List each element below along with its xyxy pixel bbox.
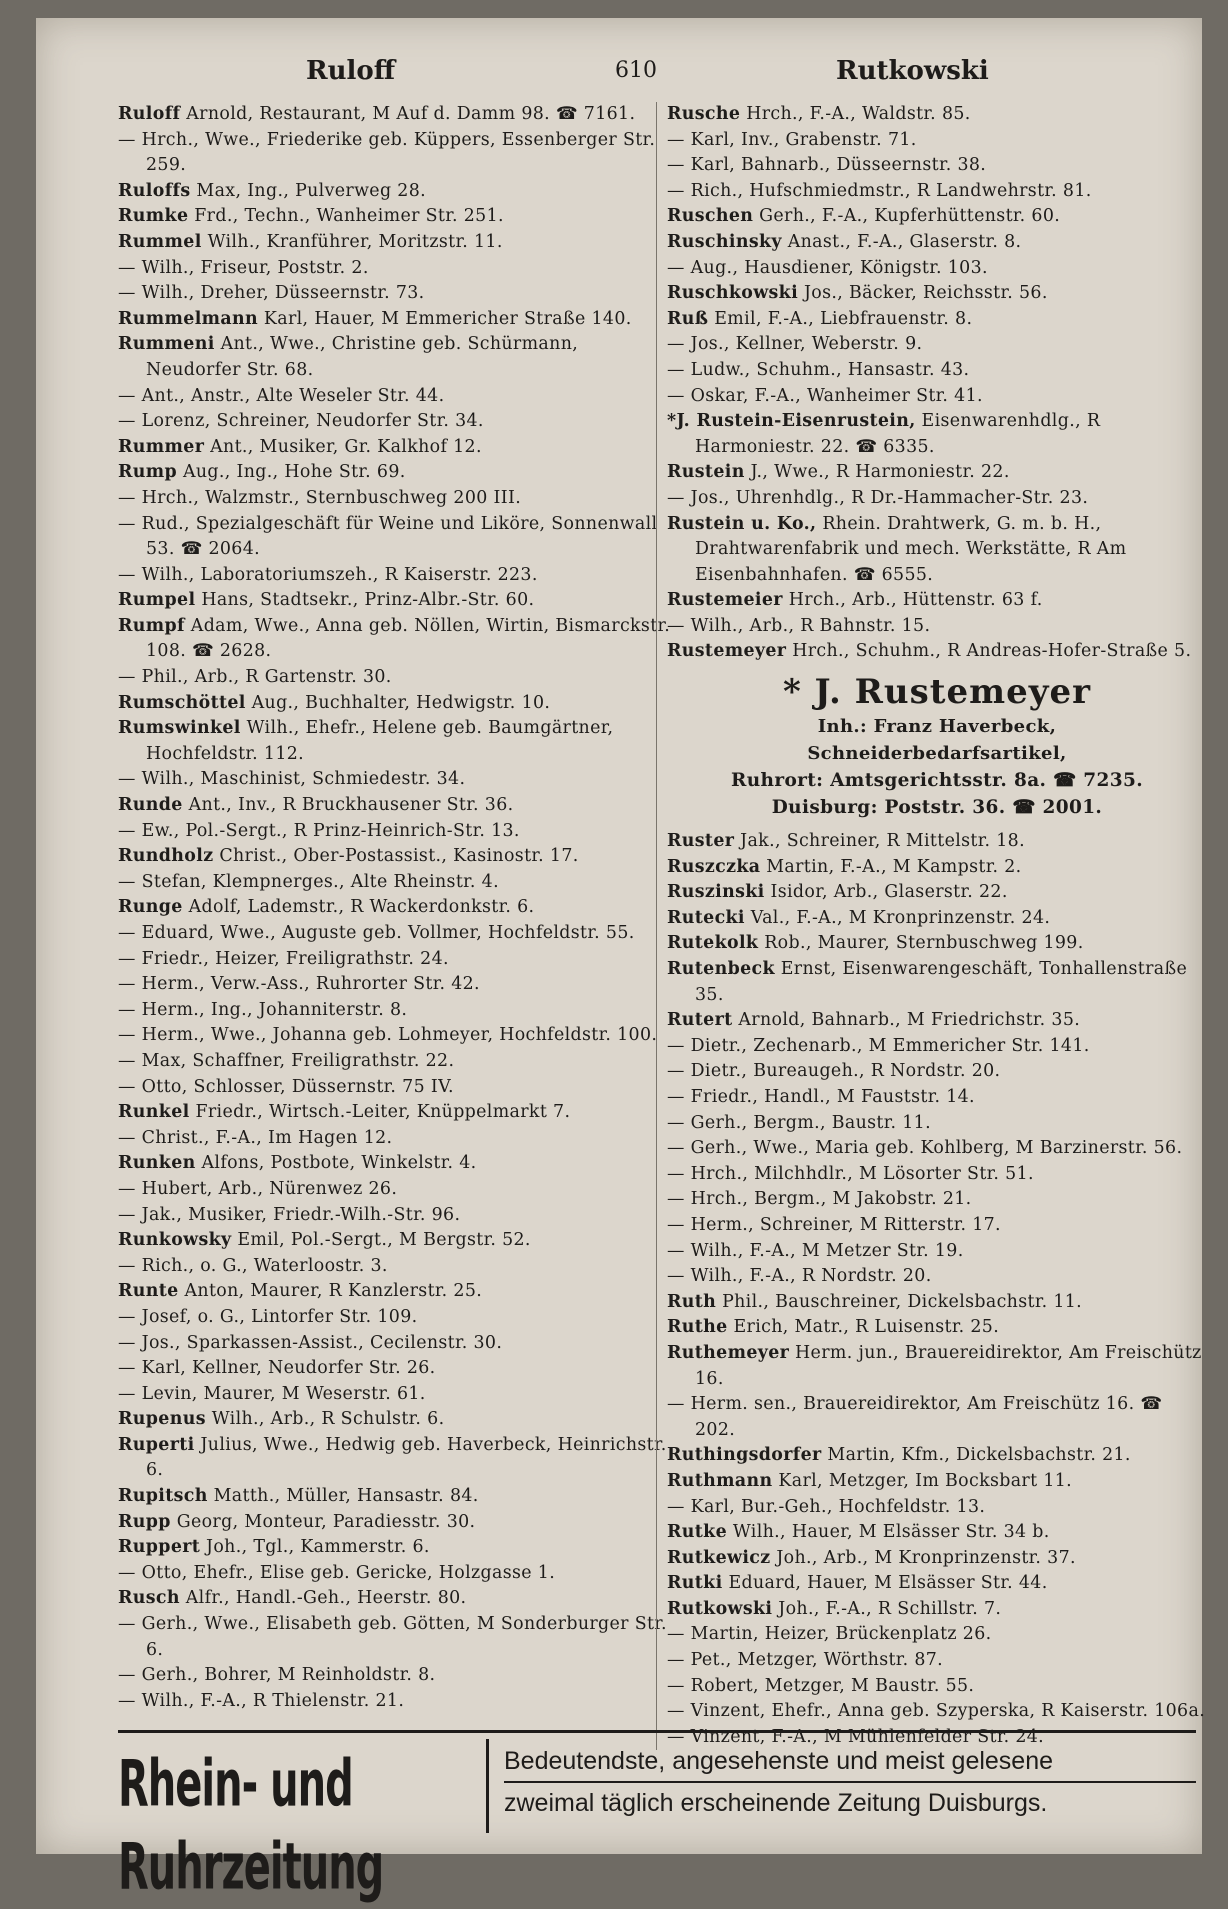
entry-details: — Gerh., Wwe., Maria geb. Kohlberg, M Barzinerstr. 56. <box>667 1138 1183 1159</box>
directory-entry <box>118 665 674 691</box>
entry-details: — Jos., Uhrenhdlg., R Dr.-Hammacher-Str. 23. <box>667 487 1089 508</box>
entry-details: Alfons, Postbote, Winkelstr. 4. <box>201 1153 477 1174</box>
directory-entry <box>118 1382 674 1408</box>
entry-surname: Rutert <box>667 1010 733 1031</box>
entry-details: Karl, Hauer, M Emmericher Straße 140. <box>263 308 632 329</box>
entry-details: — Christ., F.-A., Im Hagen 12. <box>118 1127 393 1148</box>
advert-owner: Inh.: Franz Haverbeck, <box>817 716 1057 738</box>
entry-details: — Lorenz, Schreiner, Neudorfer Str. 34. <box>118 411 484 432</box>
entry-details: Matth., Müller, Hansastr. 84. <box>213 1486 479 1507</box>
directory-entry <box>118 1535 674 1561</box>
directory-entry <box>118 563 674 589</box>
directory-entry <box>667 906 1207 932</box>
entry-surname: Rumke <box>118 206 189 227</box>
entry-details: — Hrch., Bergm., M Jakobstr. 21. <box>667 1189 972 1210</box>
directory-entry <box>118 819 674 845</box>
directory-entry <box>667 1085 1207 1111</box>
entry-details: Eisenwarenhdlg., R Harmoniestr. 22. ☎ 6335. <box>695 411 1101 457</box>
directory-entry <box>118 1075 674 1101</box>
entry-details: Eduard, Hauer, M Elsässer Str. 44. <box>728 1573 1048 1594</box>
entry-details: Arnold, Bahnarb., M Friedrichstr. 35. <box>738 1010 1081 1031</box>
entry-surname: Runte <box>118 1281 179 1302</box>
entry-surname: Ruloffs <box>118 180 191 201</box>
entry-details: Isidor, Arb., Glaserstr. 22. <box>770 882 1008 903</box>
directory-entry <box>667 384 1207 410</box>
entry-details: — Wilh., Arb., R Bahnstr. 15. <box>667 615 931 636</box>
directory-entry <box>118 332 674 383</box>
entry-details: — Herm. sen., Brauereidirektor, Am Freischütz 16. ☎ 202. <box>667 1394 1163 1440</box>
advert-line-duisburg: Duisburg: Poststr. 36. ☎ 2001. <box>771 797 1103 819</box>
directory-entry <box>118 1484 674 1510</box>
directory-entry <box>667 1213 1207 1239</box>
entry-details: Hans, Stadtsekr., Prinz-Albr.-Str. 60. <box>201 590 535 611</box>
entry-surname: Rummel <box>118 231 202 252</box>
entry-details: Anast., F.-A., Glaserstr. 8. <box>787 231 1022 252</box>
entry-surname: Rustein <box>667 462 745 483</box>
directory-entry <box>118 1433 674 1484</box>
directory-entry <box>118 1279 674 1305</box>
entry-details: — Eduard, Wwe., Auguste geb. Vollmer, Hochfeldstr. 55. <box>118 923 635 943</box>
directory-entry <box>667 256 1207 282</box>
entry-details: Martin, Kfm., Dickelsbachstr. 21. <box>827 1445 1131 1466</box>
entry-details: — Hrch., Wwe., Friederike geb. Küppers, Essenberger Str. 259. <box>118 129 656 176</box>
directory-entry <box>118 1254 674 1280</box>
entry-details: — Phil., Arb., R Gartenstr. 30. <box>118 667 392 688</box>
entry-details: — Rud., Spezialgeschäft für Weine und Liköre, Sonnenwall 53. ☎ 2064. <box>118 513 658 560</box>
entry-details: — Levin, Maurer, M Weserstr. 61. <box>118 1383 426 1404</box>
entry-details: Max, Ing., Pulverweg 28. <box>196 180 427 201</box>
directory-entry <box>667 1622 1207 1648</box>
directory-entry <box>667 102 1207 128</box>
banner-rule <box>504 1781 1196 1783</box>
directory-entry <box>118 1407 674 1433</box>
entry-details: — Rich., Hufschmiedmstr., R Landwehrstr. 81. <box>667 180 1092 201</box>
header-right-keyword: Rutkowski <box>836 56 989 86</box>
entry-surname: Runkel <box>118 1102 190 1123</box>
directory-entry <box>118 486 674 512</box>
directory-entry <box>118 691 674 717</box>
directory-entry <box>118 1177 674 1203</box>
directory-entry <box>118 1305 674 1331</box>
entry-surname: Rutki <box>667 1573 723 1594</box>
entry-details: Phil., Bauschreiner, Dickelsbachstr. 11. <box>722 1291 1083 1312</box>
banner-line-2: zweimal täglich erscheinende Zeitung Duisburgs. <box>504 1789 1048 1817</box>
directory-entry <box>667 1187 1207 1213</box>
entry-surname: Ruth <box>667 1291 717 1312</box>
directory-entry <box>667 1597 1207 1623</box>
right-column <box>656 102 1207 1750</box>
entry-details: Aug., Ing., Hohe Str. 69. <box>182 462 406 483</box>
newspaper-banner <box>118 1730 1196 1905</box>
directory-entry <box>118 844 674 870</box>
directory-entry <box>118 614 674 665</box>
directory-entry <box>667 614 1207 640</box>
directory-entry <box>118 384 674 410</box>
directory-entry <box>667 1059 1207 1085</box>
directory-entry <box>118 1049 674 1075</box>
entry-details: Adolf, Lademstr., R Wackerdonkstr. 6. <box>188 897 535 918</box>
directory-entry <box>118 128 674 179</box>
entry-surname: Rumpf <box>118 615 185 636</box>
directory-entry <box>667 153 1207 179</box>
entry-details: — Max, Schaffner, Freiligrathstr. 22. <box>118 1050 455 1071</box>
directory-entry <box>118 435 674 461</box>
entry-details: — Robert, Metzger, M Baustr. 55. <box>667 1675 975 1696</box>
directory-entry <box>118 1561 674 1587</box>
entry-details: — Josef, o. G., Lintorfer Str. 109. <box>118 1306 418 1327</box>
directory-entry <box>118 409 674 435</box>
directory-entry <box>667 1648 1207 1674</box>
directory-entry <box>667 1034 1207 1060</box>
entry-surname: Ruppert <box>118 1537 201 1558</box>
entry-surname: Ruthemeyer <box>667 1342 790 1363</box>
directory-entry <box>118 972 674 998</box>
entry-details: Karl, Metzger, Im Bocksbart 11. <box>778 1470 1073 1491</box>
entry-details: Val., F.-A., M Kronprinzenstr. 24. <box>750 907 1051 928</box>
page-number: 610 <box>615 58 657 83</box>
advert-name: * J. Rustemeyer <box>782 672 1092 713</box>
entry-details: Jak., Schreiner, R Mittelstr. 18. <box>740 831 1025 852</box>
entry-surname: Rutenbeck <box>667 959 775 980</box>
entry-details: Georg, Monteur, Paradiesstr. 30. <box>176 1511 476 1532</box>
entry-details: — Otto, Schlosser, Düssernstr. 75 IV. <box>118 1076 454 1097</box>
entry-details: Hrch., Arb., Hüttenstr. 63 f. <box>788 590 1043 611</box>
entry-details: — Wilh., Laboratoriumszeh., R Kaiserstr. 223. <box>118 564 538 585</box>
directory-entry <box>118 512 674 563</box>
entry-details: Jos., Bäcker, Reichsstr. 56. <box>803 283 1048 304</box>
entry-details: Julius, Wwe., Hedwig geb. Haverbeck, Heinrichstr. 6. <box>146 1434 667 1481</box>
directory-entry <box>667 1290 1207 1316</box>
directory-entry <box>118 1100 674 1126</box>
directory-entry <box>667 1674 1207 1700</box>
entry-details: — Karl, Bur.-Geh., Hochfeldstr. 13. <box>667 1496 986 1517</box>
directory-entry <box>667 1546 1207 1572</box>
entry-surname: Rusch <box>118 1588 180 1609</box>
entry-surname: Rundholz <box>118 846 214 867</box>
directory-entry <box>118 1689 674 1715</box>
directory-entry <box>667 332 1207 358</box>
directory-entry <box>667 957 1207 1008</box>
directory-entry <box>667 179 1207 205</box>
entry-surname: Rumpel <box>118 590 196 611</box>
directory-entry <box>118 1612 674 1663</box>
entry-details: Joh., Tgl., Kammerstr. 6. <box>206 1537 430 1558</box>
entry-details: — Herm., Schreiner, M Ritterstr. 17. <box>667 1214 1001 1235</box>
directory-entry <box>667 1571 1207 1597</box>
entry-surname: Ruschkowski <box>667 283 799 304</box>
entry-details: Wilh., Arb., R Schulstr. 6. <box>211 1409 445 1430</box>
entry-details: Aug., Buchhalter, Hedwigstr. 10. <box>251 692 551 713</box>
entry-details: Wilh., Hauer, M Elsässer Str. 34 b. <box>732 1522 1050 1543</box>
directory-entry <box>118 1126 674 1152</box>
directory-entry <box>667 204 1207 230</box>
directory-entry <box>667 1495 1207 1521</box>
entry-details: — Oskar, F.-A., Wanheimer Str. 41. <box>667 385 983 406</box>
entry-details: Erich, Matr., R Luisenstr. 25. <box>733 1317 1000 1338</box>
entry-surname: Rustemeier <box>667 590 783 611</box>
entry-details: Gerh., F.-A., Kupferhüttenstr. 60. <box>759 206 1061 227</box>
directory-entry <box>118 870 674 896</box>
entry-surname: Rutekolk <box>667 933 759 954</box>
entry-details: Christ., Ober-Postassist., Kasinostr. 17. <box>219 846 579 867</box>
entry-details: Arnold, Restaurant, M Auf d. Damm 98. ☎ 7161. <box>186 104 636 124</box>
entry-surname: Ruthingsdorfer <box>667 1445 822 1466</box>
entry-details: Hrch., F.-A., Waldstr. 85. <box>746 104 971 124</box>
directory-entry <box>118 256 674 282</box>
entry-details: — Martin, Heizer, Brückenplatz 26. <box>667 1624 992 1645</box>
entry-details: — Gerh., Wwe., Elisabeth geb. Götten, M Sonderburger Str. 6. <box>118 1614 667 1660</box>
banner-line-1: Bedeutendste, angesehenste und meist gelesene <box>504 1747 1054 1775</box>
entry-details: — Ew., Pol.-Sergt., R Prinz-Heinrich-Str. 13. <box>118 820 520 841</box>
directory-entry <box>118 947 674 973</box>
entry-details: — Stefan, Klempnerges., Alte Rheinstr. 4. <box>118 871 499 892</box>
entry-surname: Rupitsch <box>118 1486 208 1507</box>
entry-surname: Rustein u. Ko., <box>667 513 817 534</box>
directory-entry <box>118 1151 674 1177</box>
banner-newspaper-name: Rhein- und Ruhrzeitung <box>118 1747 384 1905</box>
entry-details: Emil, F.-A., Liebfrauenstr. 8. <box>714 308 973 329</box>
entry-details: Anton, Maurer, R Kanzlerstr. 25. <box>184 1281 483 1302</box>
right-column-top <box>667 102 1207 665</box>
entry-details: — Otto, Ehefr., Elise geb. Gericke, Holzgasse 1. <box>118 1562 556 1583</box>
entry-details: Martin, F.-A., M Kampstr. 2. <box>766 856 1022 877</box>
directory-entry <box>118 1586 674 1612</box>
entry-details: — Rich., o. G., Waterloostr. 3. <box>118 1255 388 1276</box>
directory-entry <box>667 1443 1207 1469</box>
entry-details: — Dietr., Bureaugeh., R Nordstr. 20. <box>667 1061 1001 1082</box>
directory-entry <box>118 588 674 614</box>
advert-trade: Schneiderbedarfsartikel, <box>807 743 1067 765</box>
entry-surname: Rummelmann <box>118 308 259 329</box>
directory-entry <box>118 230 674 256</box>
entry-details: — Wilh., F.-A., R Nordstr. 20. <box>667 1266 932 1287</box>
directory-entry <box>118 921 674 947</box>
entry-surname: *J. Rustein-Eisenrustein, <box>667 411 916 432</box>
entry-details: Rhein. Drahtwerk, G. m. b. H., Drahtwarenfabrik und mech. Werkstätte, R Am Eisenbahnhafen. ☎ 6555. <box>695 513 1127 585</box>
entry-details: Ant., Wwe., Christine geb. Schürmann, Neudorfer Str. 68. <box>146 334 579 380</box>
entry-surname: Runken <box>118 1153 196 1174</box>
directory-entry <box>667 1315 1207 1341</box>
entry-surname: Runkowsky <box>118 1230 232 1251</box>
entry-details: — Dietr., Zechenarb., M Emmericher Str. 141. <box>667 1035 1090 1056</box>
header-left-keyword: Ruloff <box>306 56 396 86</box>
directory-entry <box>118 716 674 767</box>
entry-details: — Friedr., Heizer, Freiligrathstr. 24. <box>118 948 449 969</box>
directory-entry <box>118 204 674 230</box>
entry-details: — Friedr., Handl., M Fauststr. 14. <box>667 1087 975 1107</box>
directory-entry <box>667 460 1207 486</box>
entry-details: Ant., Inv., R Bruckhausener Str. 36. <box>188 795 514 816</box>
directory-entry <box>667 1392 1207 1443</box>
entry-surname: Ruszinski <box>667 882 765 903</box>
entry-details: Wilh., Ehefr., Helene geb. Baumgärtner, Hochfeldstr. 112. <box>146 718 614 764</box>
entry-details: Adam, Wwe., Anna geb. Nöllen, Wirtin, Bismarckstr. 108. ☎ 2628. <box>146 615 671 662</box>
entry-surname: Rutke <box>667 1522 727 1543</box>
entry-details: — Karl, Kellner, Neudorfer Str. 26. <box>118 1358 436 1379</box>
directory-entry <box>667 1136 1207 1162</box>
entry-surname: Ruthmann <box>667 1470 773 1491</box>
entry-details: Ant., Musiker, Gr. Kalkhof 12. <box>210 436 482 457</box>
entry-details: — Wilh., Friseur, Poststr. 2. <box>118 257 369 278</box>
directory-entry <box>667 880 1207 906</box>
entry-surname: Rutkewicz <box>667 1547 771 1568</box>
right-column-bottom <box>667 829 1207 1750</box>
advert-line-ruhrort: Ruhrort: Amtsgerichtsstr. 8a. ☎ 7235. <box>731 770 1143 792</box>
entry-details: Hrch., Schuhm., R Andreas-Hofer-Straße 5. <box>792 641 1192 662</box>
entry-details: — Wilh., F.-A., M Metzer Str. 19. <box>667 1240 964 1261</box>
entry-surname: Rutkowski <box>667 1598 773 1619</box>
entry-details: — Wilh., Maschinist, Schmiedestr. 34. <box>118 769 466 790</box>
entry-surname: Rutecki <box>667 907 745 928</box>
directory-entry <box>667 639 1207 665</box>
directory-entry <box>118 1331 674 1357</box>
directory-entry <box>118 1203 674 1229</box>
directory-entry <box>118 1510 674 1536</box>
entry-details: — Jos., Sparkassen-Assist., Cecilenstr. 30. <box>118 1332 503 1353</box>
entry-details: — Jak., Musiker, Friedr.-Wilh.-Str. 96. <box>118 1204 461 1225</box>
entry-surname: Rupenus <box>118 1409 206 1430</box>
entry-surname: Ruloff <box>118 104 181 124</box>
entry-details: Rob., Maurer, Sternbuschweg 199. <box>764 933 1084 954</box>
directory-entry <box>667 512 1207 589</box>
entry-details: — Herm., Verw.-Ass., Ruhrorter Str. 42. <box>118 974 480 995</box>
directory-entry <box>667 588 1207 614</box>
entry-details: J., Wwe., R Harmoniestr. 22. <box>750 462 1010 483</box>
directory-entry <box>667 1699 1207 1725</box>
entry-details: — Wilh., F.-A., R Thielenstr. 21. <box>118 1690 405 1711</box>
entry-surname: Ruß <box>667 308 709 329</box>
left-column <box>118 102 674 1714</box>
directory-entry <box>118 998 674 1024</box>
entry-details: — Vinzent, F.-A., M Mühlenfelder Str. 24. <box>667 1726 1045 1747</box>
directory-entry <box>667 1111 1207 1137</box>
entry-details: — Vinzent, Ehefr., Anna geb. Szyperska, R Kaiserstr. 106a. <box>667 1701 1206 1722</box>
entry-details: — Hrch., Walzmstr., Sternbuschweg 200 III. <box>118 487 522 508</box>
entry-details: Emil, Pol.-Sergt., M Bergstr. 52. <box>237 1230 531 1251</box>
entry-details: Wilh., Kranführer, Moritzstr. 11. <box>207 231 503 252</box>
directory-entry <box>667 829 1207 855</box>
entry-surname: Runde <box>118 795 183 816</box>
entry-surname: Ruperti <box>118 1434 195 1455</box>
entry-surname: Rummeni <box>118 334 215 355</box>
directory-entry <box>667 230 1207 256</box>
entry-details: — Ant., Anstr., Alte Weseler Str. 44. <box>118 385 445 406</box>
directory-entry <box>667 1162 1207 1188</box>
entry-details: — Ludw., Schuhm., Hansastr. 43. <box>667 359 970 380</box>
directory-entry <box>667 1239 1207 1265</box>
entry-details: — Hrch., Milchhdlr., M Lösorter Str. 51. <box>667 1163 1034 1184</box>
directory-entry <box>667 1341 1207 1392</box>
directory-entry <box>667 931 1207 957</box>
entry-surname: Rummer <box>118 436 205 457</box>
entry-details: — Karl, Bahnarb., Düsseernstr. 38. <box>667 155 987 176</box>
directory-entry <box>118 895 674 921</box>
entry-details: Ernst, Eisenwarengeschäft, Tonhallenstraße 35. <box>695 959 1188 1005</box>
entry-details: Alfr., Handl.-Geh., Heerstr. 80. <box>185 1588 467 1609</box>
directory-page <box>36 18 1206 1905</box>
entry-details: — Karl, Inv., Grabenstr. 71. <box>667 129 917 150</box>
entry-surname: Rustemeyer <box>667 641 787 662</box>
entry-surname: Ruschen <box>667 206 754 227</box>
directory-entry <box>667 358 1207 384</box>
directory-entry <box>667 1008 1207 1034</box>
entry-details: Friedr., Wirtsch.-Leiter, Knüppelmarkt 7. <box>195 1102 571 1123</box>
entry-surname: Runge <box>118 897 183 918</box>
directory-entry <box>118 102 674 128</box>
directory-entry <box>118 1356 674 1382</box>
entry-details: — Gerh., Bohrer, M Reinholdstr. 8. <box>118 1665 436 1686</box>
entry-surname: Rumswinkel <box>118 718 241 739</box>
entry-surname: Ruthe <box>667 1317 728 1338</box>
directory-entry <box>667 281 1207 307</box>
rustemeyer-advert <box>667 671 1207 821</box>
directory-entry <box>667 1520 1207 1546</box>
directory-entry <box>667 1469 1207 1495</box>
entry-surname: Rumschöttel <box>118 692 246 713</box>
directory-entry <box>118 1663 674 1689</box>
entry-details: — Wilh., Dreher, Düsseernstr. 73. <box>118 283 425 304</box>
directory-entry <box>118 281 674 307</box>
entry-surname: Rusche <box>667 104 741 124</box>
entry-details: — Jos., Kellner, Weberstr. 9. <box>667 334 923 355</box>
directory-entry <box>667 855 1207 881</box>
entry-details: — Pet., Metzger, Wörthstr. 87. <box>667 1650 944 1671</box>
directory-entry <box>118 1228 674 1254</box>
entry-surname: Ruschinsky <box>667 231 782 252</box>
entry-details: — Herm., Ing., Johanniterstr. 8. <box>118 999 408 1020</box>
page-header <box>36 40 1202 90</box>
entry-details: — Gerh., Bergm., Baustr. 11. <box>667 1112 931 1133</box>
directory-entry <box>667 409 1207 460</box>
directory-entry <box>667 1264 1207 1290</box>
entry-surname: Rupp <box>118 1511 171 1532</box>
directory-entry <box>118 460 674 486</box>
directory-entry <box>118 1023 674 1049</box>
entry-details: — Hubert, Arb., Nürenwez 26. <box>118 1178 398 1199</box>
entry-surname: Ruster <box>667 831 735 852</box>
directory-entry <box>118 767 674 793</box>
directory-entry <box>118 179 674 205</box>
directory-entry <box>118 793 674 819</box>
entry-details: Joh., Arb., M Kronprinzenstr. 37. <box>776 1547 1076 1568</box>
entry-details: — Aug., Hausdiener, Königstr. 103. <box>667 257 988 278</box>
banner-divider <box>486 1739 489 1833</box>
directory-entry <box>118 307 674 333</box>
entry-details: Frd., Techn., Wanheimer Str. 251. <box>194 206 504 227</box>
directory-entry <box>667 486 1207 512</box>
entry-surname: Ruszczka <box>667 856 761 877</box>
directory-entry <box>667 307 1207 333</box>
entry-details: Joh., F.-A., R Schillstr. 7. <box>778 1598 1002 1619</box>
entry-details: — Herm., Wwe., Johanna geb. Lohmeyer, Hochfeldstr. 100. <box>118 1025 658 1046</box>
entry-surname: Rump <box>118 462 178 483</box>
entry-details: Herm. jun., Brauereidirektor, Am Freischütz 16. <box>695 1342 1202 1389</box>
directory-entry <box>667 128 1207 154</box>
